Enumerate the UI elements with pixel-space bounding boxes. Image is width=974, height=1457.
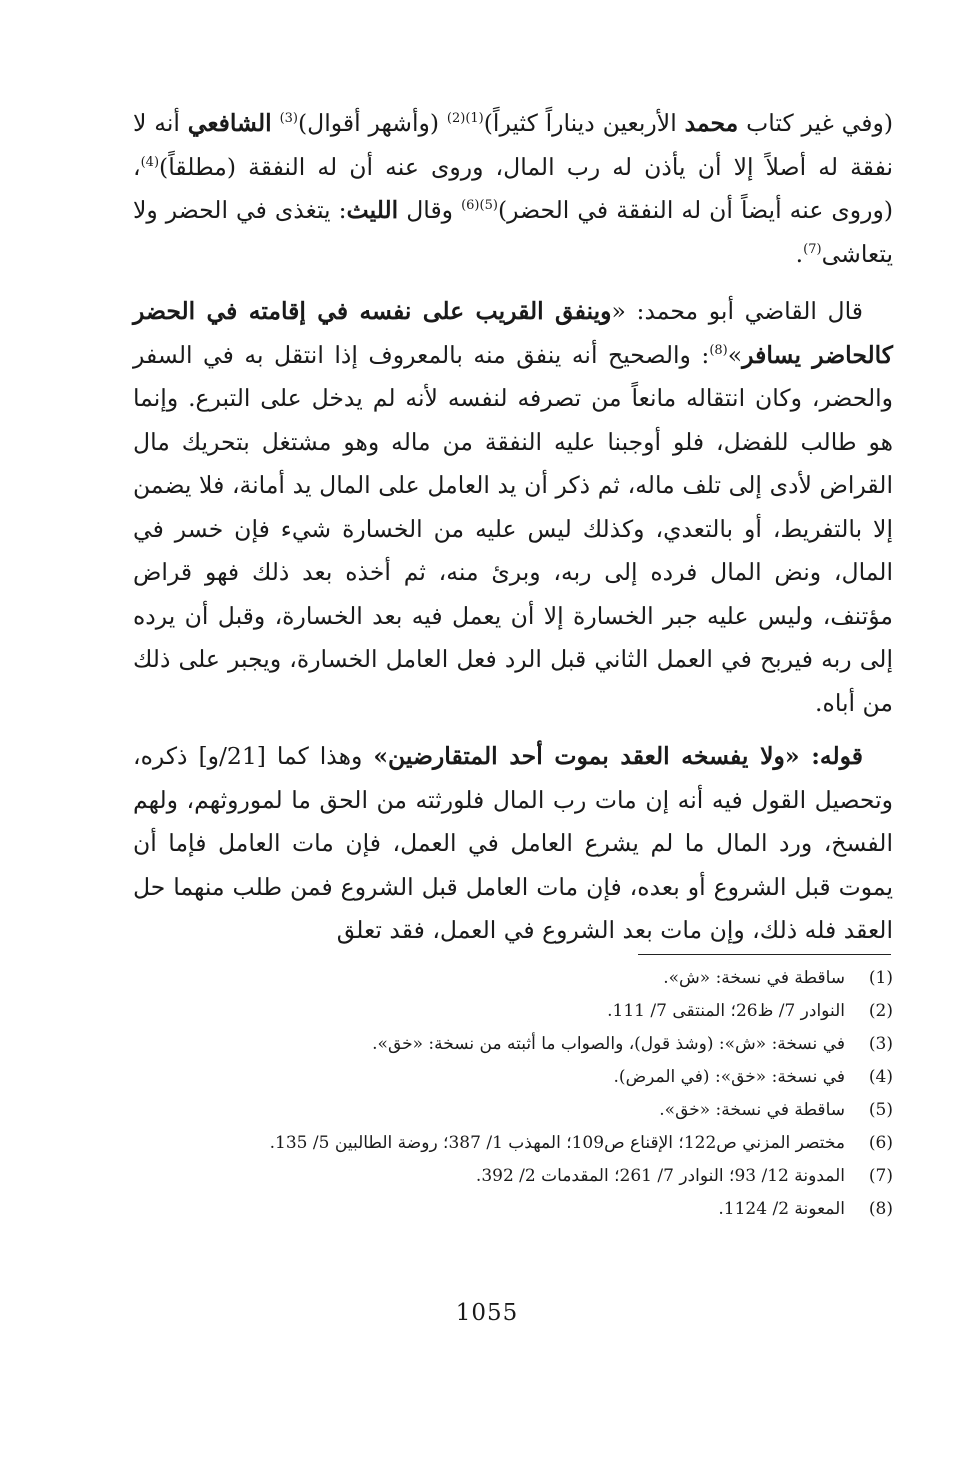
footnote-number: (6)	[868, 1133, 893, 1153]
footnote-divider	[638, 954, 891, 955]
text-run: وقال	[398, 196, 462, 224]
footnote-text: في نسخة: «خق»: (في المرض).	[613, 1067, 845, 1087]
footnote-ref[interactable]: (5)	[479, 198, 498, 214]
paragraph-3	[133, 735, 893, 953]
text-run: : والصحيح أنه ينفق منه بالمعروف إذا انتقل به في السفر والحضر، وكان انتقاله مانعاً من تصرفه لنفسه لأنه لم يدخل على التبرع. وإنما هو طالب للفضل، فلو أوجبنا عليه النفقة من ماله وهو مشتغل بتحريك مال القراض لأدى إلى تلف ماله، ثم ذكر أن يد العامل على المال يد أمانة، فلا يضمن إلا بالتفريط، أو بالتعدي، وكذلك ليس عليه من الخسارة شيء فإن خسر في المال، ونض المال فرده إلى ربه، وبرئ منه، ثم أخذه بعد ذلك فهو قراض مؤتنف، وليس عليه جبر الخسارة إلا أن يعمل فيه بعد الخسارة، وقبل أن يرده إلى ربه فيربح في العمل الثاني قبل الرد فعل العامل الخسارة، ويجبر على ذلك من أباه.	[133, 340, 893, 717]
footnote-number: (3)	[868, 1034, 893, 1054]
page-number: 1055	[455, 1300, 519, 1326]
footnote-number: (1)	[868, 968, 893, 988]
footnote-item	[133, 1193, 893, 1226]
footnote-item	[133, 1094, 893, 1127]
footnote-ref[interactable]: (6)	[461, 198, 480, 214]
footnote-ref[interactable]: (4)	[140, 154, 160, 170]
footnote-item	[133, 962, 893, 995]
footnote-item	[133, 1028, 893, 1061]
bold-name: محمد	[684, 109, 739, 137]
text-run: الأربعين ديناراً كثيراً)	[483, 109, 685, 137]
main-text	[133, 102, 893, 953]
footnote-number: (8)	[868, 1199, 893, 1219]
footnote-ref[interactable]: (3)	[279, 111, 298, 127]
footnote-number: (2)	[868, 1001, 893, 1021]
bold-name: الشافعي	[187, 109, 272, 137]
text-run: : يتغذى في الحضر ولا يتعاشى	[133, 196, 893, 268]
text-run: قال القاضي أبو محمد: «	[611, 297, 864, 325]
footnote-text: ساقطة في نسخة: «ش».	[663, 968, 845, 988]
bold-name: الليث	[346, 196, 399, 224]
footnote-text: المعونة 2/ 1124.	[718, 1199, 845, 1219]
footnote-item	[133, 1160, 893, 1193]
footnote-ref[interactable]: (7)	[803, 241, 822, 257]
footnote-text: مختصر المزني ص122؛ الإقناع ص109؛ المهذب 1/ 387؛ روضة الطالبين 5/ 135.	[269, 1133, 845, 1153]
bold-quote: قوله: «ولا يفسخه العقد بموت أحد المتقارضين»	[373, 742, 863, 770]
footnote-text: ساقطة في نسخة: «خق».	[659, 1100, 845, 1120]
footnote-ref[interactable]: (1)	[465, 111, 484, 127]
paragraph-2	[133, 290, 893, 725]
text-run: »	[727, 340, 743, 369]
footnote-number: (4)	[868, 1067, 893, 1087]
text-run	[272, 109, 280, 137]
footnote-ref[interactable]: (2)	[446, 111, 466, 127]
text-run: ، (وروى عنه أيضاً أن له النفقة في الحضر)	[133, 152, 893, 224]
text-run: (وفي غير كتاب	[738, 109, 893, 137]
footnote-item	[133, 1061, 893, 1094]
footnote-text: المدونة 12/ 93؛ النوادر 7/ 261؛ المقدمات 2/ 392.	[475, 1166, 845, 1186]
footnote-text: في نسخة: «ش»: (وشذ قول)، والصواب ما أثبته من نسخة: «خق».	[372, 1034, 845, 1054]
footnote-item	[133, 1127, 893, 1160]
text-run: (وأشهر أقوال)	[298, 109, 447, 137]
footnote-number: (7)	[868, 1166, 893, 1186]
text-run: .	[795, 239, 804, 268]
paragraph-1	[133, 102, 893, 276]
footnote-number: (5)	[868, 1100, 893, 1120]
text-run: أنه لا نفقة له أصلاً إلا أن يأذن له رب المال، وروى عنه أن له النفقة (مطلقاً)	[133, 109, 893, 181]
footnotes	[133, 962, 893, 1226]
text-run: وهذا كما [21/و] ذكره، وتحصيل القول فيه أنه إن مات رب المال فلورثته من الحق ما لموروثهم، ولهم الفسخ، ورد المال ما لم يشرع العامل في العمل، فإن مات العامل فإما أن يموت قبل الشروع أو بعده، فإن مات العامل قبل الشروع فمن طلب منهما حل العقد فله ذلك، وإن مات بعد الشروع في العمل، فقد تعلق	[133, 742, 893, 944]
footnote-ref[interactable]: (8)	[709, 342, 728, 358]
bold-quote: وينفق القريب على نفسه في إقامته في الحضر كالحاضر يسافر	[133, 297, 893, 369]
footnote-item	[133, 995, 893, 1028]
footnote-text: النوادر 7/ ظ26؛ المنتقى 7/ 111.	[607, 1001, 845, 1021]
